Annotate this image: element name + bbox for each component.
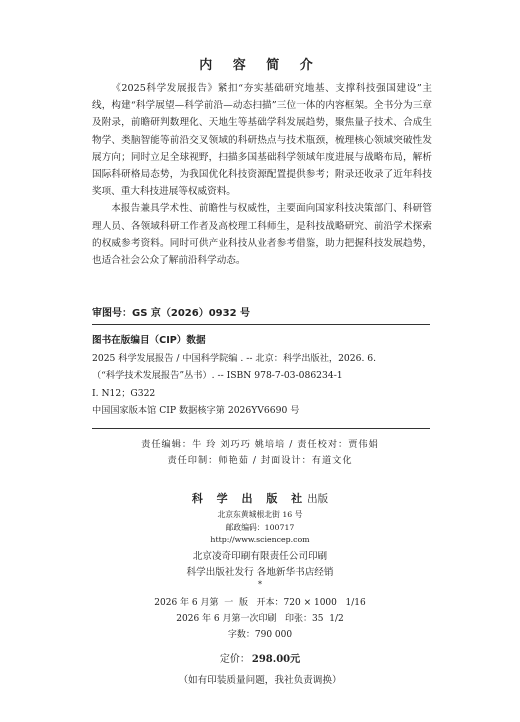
summary-paragraph-2: 本报告兼具学术性、前瞻性与权威性，主要面向国家科技决策部门、科研管理人员、各领域科研工作者及高校理工科师生，是科技战略研究、前沿学术探索的权威参考资料。同时可供产业科技从业者参考借鉴，助力把握科技发展趋势，也适合社会公众了解前沿科学动态。 xyxy=(92,203,432,267)
publisher-postcode: 邮政编码：100717 xyxy=(225,523,295,532)
publisher-address: 北京东黄城根北街 16 号 xyxy=(217,510,303,519)
cip-line-3: Ⅰ. N12；G322 xyxy=(92,387,156,399)
publisher-website: http://www.sciencep.com xyxy=(210,535,310,544)
edition-line-2: 2026 年 6 月第一次印刷 印张：35 1/2 xyxy=(176,614,344,624)
quality-note: （如有印装质量问题，我社负责调换） xyxy=(178,675,342,686)
cip-heading: 图书在版编目（CIP）数据 xyxy=(92,335,206,346)
publisher-suffix: 出版 xyxy=(307,493,329,505)
price-line xyxy=(0,650,520,665)
printer-line: 北京凌奇印刷有限责任公司印刷 xyxy=(192,551,328,562)
publisher-line xyxy=(0,490,520,506)
editors-line: 责任编辑：牛 玲 刘巧巧 姚培培 / 责任校对：贾伟娟 xyxy=(141,439,379,450)
divider-bottom xyxy=(92,428,430,429)
price-value: 298.00元 xyxy=(251,654,301,665)
edition-line-1: 2026 年 6 月第 一 版 开本：720 × 1000 1/16 xyxy=(154,598,366,608)
cip-line-4: 中国国家版本馆 CIP 数据核字第 2026YV6690 号 xyxy=(92,405,300,416)
distribution-line: 科学出版社发行 各地新华书店经销 xyxy=(186,567,334,578)
cip-line-1: 2025 科学发展报告 / 中国科学院编 . -- 北京：科学出版社，2026. 6. xyxy=(92,352,377,364)
separator-star: * xyxy=(258,580,262,589)
map-review-number: 审图号：GS 京（2026）0932 号 xyxy=(92,308,251,319)
word-count: 字数：790 000 xyxy=(227,630,293,640)
printing-design-line: 责任印制：师艳茹 / 封面设计：有道文化 xyxy=(167,455,353,466)
cip-line-2: （“科学技术发展报告”丛书）. -- ISBN 978-7-03-086234-1 xyxy=(92,370,343,381)
page-title: 内 容 简 介 xyxy=(199,58,321,73)
divider-top xyxy=(92,324,430,325)
price-label: 定价： xyxy=(219,654,250,665)
content-summary xyxy=(92,80,432,269)
cip-data-block xyxy=(92,332,432,420)
publisher-name: 科 学 出 版 社 xyxy=(191,492,308,505)
summary-paragraph-1: 《2025科学发展报告》紧扣“夯实基础研究地基、支撑科技强国建设”主线，构建“科学展望—科学前沿—动态扫描”三位一体的内容框架。全书分为三章及附录，前瞻研判数理化、天地生等基础学科发展趋势，聚焦量子技术、合成生物学、类脑智能等前沿交叉领域的科研热点与技术瓶颈，梳理核心领域突破性发展方向；同时立足全球视野，扫描多国基础科学领域年度进展与战略布局，解析国际科研格局态势，为我国优化科技资源配置提供参考；附录还收录了近年科技奖项、重大科技进展等权威资料。 xyxy=(92,83,432,198)
